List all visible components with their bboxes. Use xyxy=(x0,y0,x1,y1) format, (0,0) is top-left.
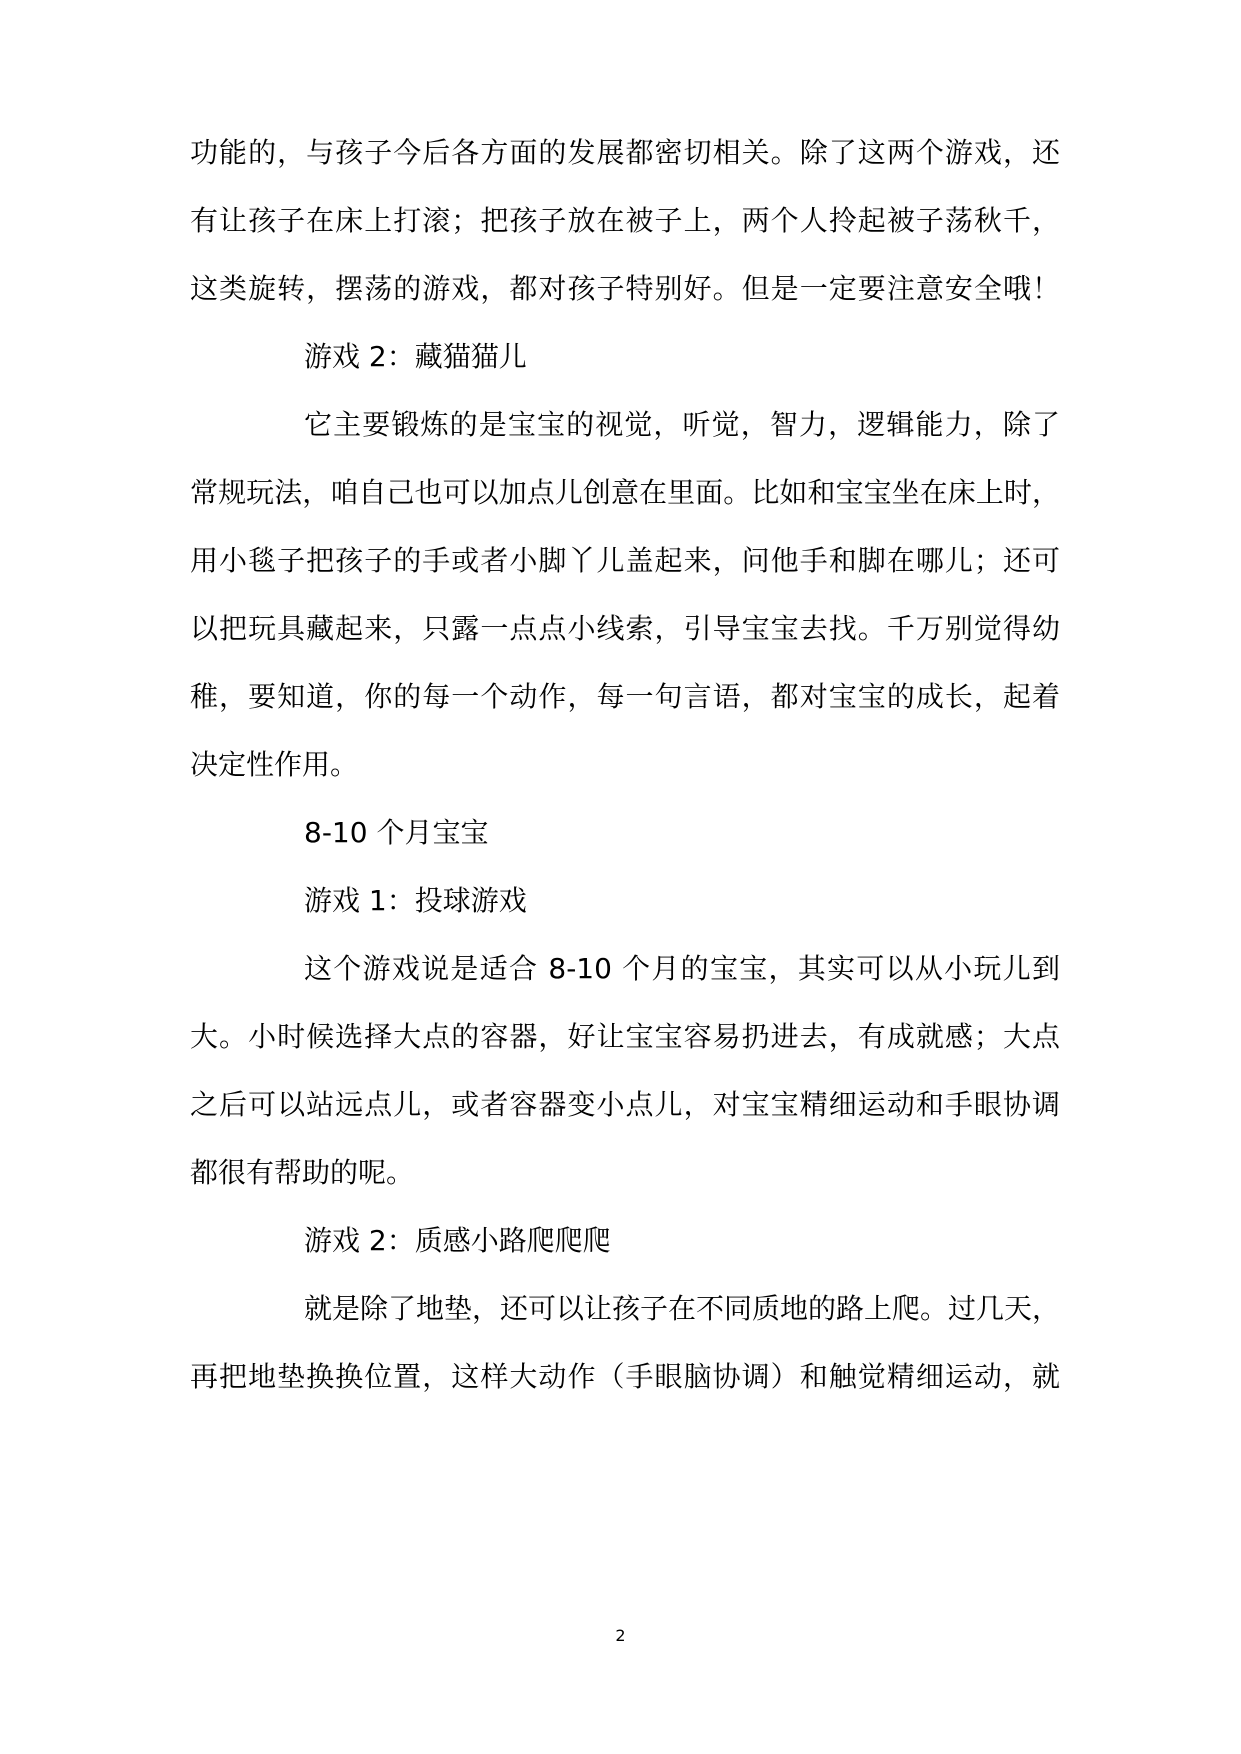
text-line: 之后可以站远点儿，或者容器变小点儿，对宝宝精细运动和手眼协调 xyxy=(190,1088,1060,1121)
page-number: 2 xyxy=(615,1626,626,1645)
section-heading: 游戏 1：投球游戏 xyxy=(304,884,527,917)
text-line: 再把地垫换换位置，这样大动作（手眼脑协调）和触觉精细运动，就 xyxy=(190,1360,1060,1393)
text-line: 就是除了地垫，还可以让孩子在不同质地的路上爬。过几天， xyxy=(304,1292,1061,1325)
text-line: 它主要锻炼的是宝宝的视觉，听觉，智力，逻辑能力，除了 xyxy=(304,408,1060,441)
text-line: 稚，要知道，你的每一个动作，每一句言语，都对宝宝的成长，起着 xyxy=(190,680,1060,713)
text-line: 有让孩子在床上打滚；把孩子放在被子上，两个人拎起被子荡秋千， xyxy=(190,204,1060,237)
text-line: 都很有帮助的呢。 xyxy=(190,1156,415,1189)
text-line: 常规玩法，咱自己也可以加点儿创意在里面。比如和宝宝坐在床上时， xyxy=(190,476,1060,509)
text-line: 这个游戏说是适合 8-10 个月的宝宝，其实可以从小玩儿到 xyxy=(304,952,1060,985)
text-line: 决定性作用。 xyxy=(190,748,359,781)
text-line: 以把玩具藏起来，只露一点点小线索，引导宝宝去找。千万别觉得幼 xyxy=(190,612,1060,645)
section-heading: 游戏 2：质感小路爬爬爬 xyxy=(304,1224,611,1257)
text-line: 这类旋转，摆荡的游戏，都对孩子特别好。但是一定要注意安全哦！ xyxy=(190,272,1060,305)
text-line: 用小毯子把孩子的手或者小脚丫儿盖起来，问他手和脚在哪儿；还可 xyxy=(190,544,1060,577)
section-heading: 游戏 2：藏猫猫儿 xyxy=(304,340,527,373)
section-heading: 8-10 个月宝宝 xyxy=(304,816,489,849)
text-line: 功能的，与孩子今后各方面的发展都密切相关。除了这两个游戏，还 xyxy=(190,136,1060,169)
text-line: 大。小时候选择大点的容器，好让宝宝容易扔进去，有成就感；大点 xyxy=(190,1020,1060,1053)
